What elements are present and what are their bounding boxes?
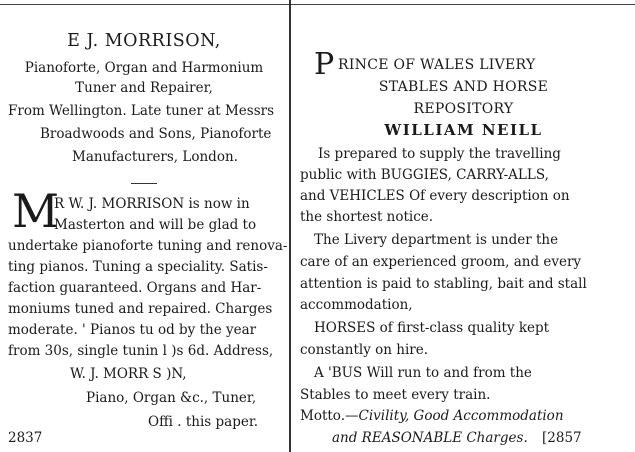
proprietor-name: WILLIAM NEILL xyxy=(384,121,543,139)
title-line-3: REPOSITORY xyxy=(413,101,514,117)
body-line-12: Stables to meet every train. xyxy=(300,387,491,403)
motto-text-2: and REASONABLE Charges. xyxy=(332,430,528,446)
body-line-8: from 30s, single tunin l )s 6d. Address, xyxy=(8,343,274,359)
signature-title: Piano, Organ &c., Tuner, xyxy=(86,390,257,406)
body-line-4: the shortest notice. xyxy=(300,209,434,225)
top-rule xyxy=(0,4,635,5)
body-line-3: and VEHICLES Of every description on xyxy=(300,188,570,204)
location-line: Manufacturers, London. xyxy=(72,149,238,165)
motto-text: Civility, Good Accommodation xyxy=(358,408,564,424)
firm-line: Broadwoods and Sons, Pianoforte xyxy=(40,126,272,142)
body-line-8: accommodation, xyxy=(300,297,413,313)
reference-number: [2857 xyxy=(542,430,582,446)
body-line-3: undertake pianoforte tuning and renova- xyxy=(8,238,288,254)
body-line-1: R W. J. MORRISON is now in xyxy=(54,196,250,212)
body-line-5: The Livery department is under the xyxy=(314,232,559,248)
body-line-4: ting pianos. Tuning a speciality. Satis- xyxy=(8,259,268,275)
motto-line xyxy=(300,410,564,424)
trade-line-2: Tuner and Repairer, xyxy=(75,80,213,96)
body-line-6: care of an experienced groom, and every xyxy=(300,254,582,270)
signature-office: Offi . this paper. xyxy=(148,414,259,430)
body-line-2: Masterton and will be glad to xyxy=(54,217,257,233)
body-line-10: constantly on hire. xyxy=(300,342,428,358)
column-divider xyxy=(289,0,291,452)
title-drop-cap: P xyxy=(314,47,335,82)
body-line-11: A 'BUS Will run to and from the xyxy=(314,365,532,381)
drop-cap: M xyxy=(12,184,60,238)
body-line-2: public with BUGGIES, CARRY-ALLS, xyxy=(300,167,549,183)
body-line-6: moniums tuned and repaired. Charges xyxy=(8,301,273,317)
title-line-1: RINCE OF WALES LIVERY xyxy=(338,57,536,73)
title-line-2: STABLES AND HORSE xyxy=(378,79,549,95)
trade-line-1: Pianoforte, Organ and Harmonium xyxy=(24,60,264,76)
section-rule xyxy=(131,183,157,184)
body-line-1: Is prepared to supply the travelling xyxy=(318,146,561,162)
body-line-5: faction guaranteed. Organs and Har- xyxy=(8,280,262,296)
from-line: From Wellington. Late tuner at Messrs xyxy=(8,103,275,119)
body-line-7: attention is paid to stabling, bait and stall xyxy=(300,276,587,292)
body-line-9: HORSES of first-class quality kept xyxy=(314,320,550,336)
body-line-7: moderate. ' Pianos tu od by the year xyxy=(8,322,257,338)
motto-label: Motto.— xyxy=(300,408,359,424)
reference-number: 2837 xyxy=(8,430,43,446)
advert-name: E J. MORRISON, xyxy=(67,31,221,51)
signature-name: W. J. MORR S )N, xyxy=(70,366,187,382)
